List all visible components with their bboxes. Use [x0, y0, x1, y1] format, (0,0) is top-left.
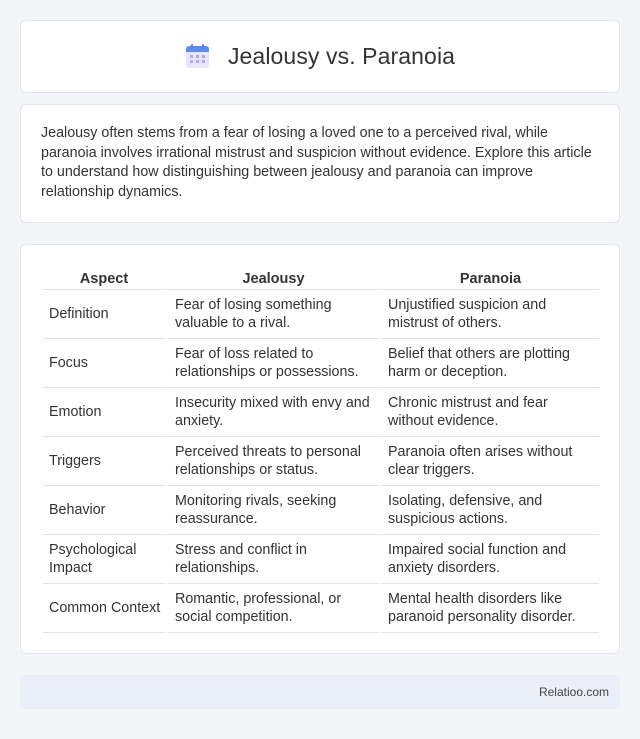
- paranoia-cell: Impaired social function and anxiety disorders.: [378, 535, 599, 584]
- aspect-cell: Emotion: [43, 388, 165, 437]
- aspect-cell: Definition: [43, 290, 165, 339]
- comparison-table: [43, 266, 599, 633]
- intro-card: [20, 104, 620, 223]
- jealousy-cell: Stress and conflict in relationships.: [165, 535, 378, 584]
- jealousy-cell: Perceived threats to personal relationships or status.: [165, 437, 378, 486]
- footer-brand[interactable]: Relatioo.com: [538, 685, 609, 699]
- paranoia-cell: Paranoia often arises without clear triggers.: [378, 437, 599, 486]
- jealousy-cell: Romantic, professional, or social competition.: [165, 584, 378, 633]
- paranoia-cell: Unjustified suspicion and mistrust of others.: [378, 290, 599, 339]
- aspect-cell: Focus: [43, 339, 165, 388]
- paranoia-cell: Mental health disorders like paranoid personality disorder.: [378, 584, 599, 633]
- table-header-row: [43, 266, 599, 290]
- aspect-cell: Behavior: [43, 486, 165, 535]
- paranoia-cell: Isolating, defensive, and suspicious actions.: [378, 486, 599, 535]
- table-row: [43, 437, 599, 486]
- aspect-cell: Common Context: [43, 584, 165, 633]
- title-card: [20, 20, 620, 93]
- table-row: [43, 584, 599, 633]
- column-header-jealousy: Jealousy: [165, 266, 378, 290]
- paranoia-cell: Chronic mistrust and fear without evidence.: [378, 388, 599, 437]
- page-title: Jealousy vs. Paranoia: [227, 43, 456, 69]
- calendar-icon: [185, 44, 210, 69]
- table-row: [43, 535, 599, 584]
- table-row: [43, 388, 599, 437]
- jealousy-cell: Monitoring rivals, seeking reassurance.: [165, 486, 378, 535]
- column-header-aspect: Aspect: [43, 266, 165, 290]
- table-row: [43, 339, 599, 388]
- jealousy-cell: Fear of losing something valuable to a rival.: [165, 290, 378, 339]
- jealousy-cell: Fear of loss related to relationships or possessions.: [165, 339, 378, 388]
- footer: [20, 675, 620, 709]
- paranoia-cell: Belief that others are plotting harm or deception.: [378, 339, 599, 388]
- table-row: [43, 290, 599, 339]
- column-header-paranoia: Paranoia: [378, 266, 599, 290]
- jealousy-cell: Insecurity mixed with envy and anxiety.: [165, 388, 378, 437]
- comparison-card: [20, 244, 620, 654]
- intro-text: Jealousy often stems from a fear of losing a loved one to a perceived rival, while paranoia involves irrational mistrust and suspicion without evidence. Explore this article to understand how distinguishing between jealousy and paranoia can improve relationship dynamics.: [41, 125, 592, 200]
- aspect-cell: Psychological Impact: [43, 535, 165, 584]
- table-row: [43, 486, 599, 535]
- aspect-cell: Triggers: [43, 437, 165, 486]
